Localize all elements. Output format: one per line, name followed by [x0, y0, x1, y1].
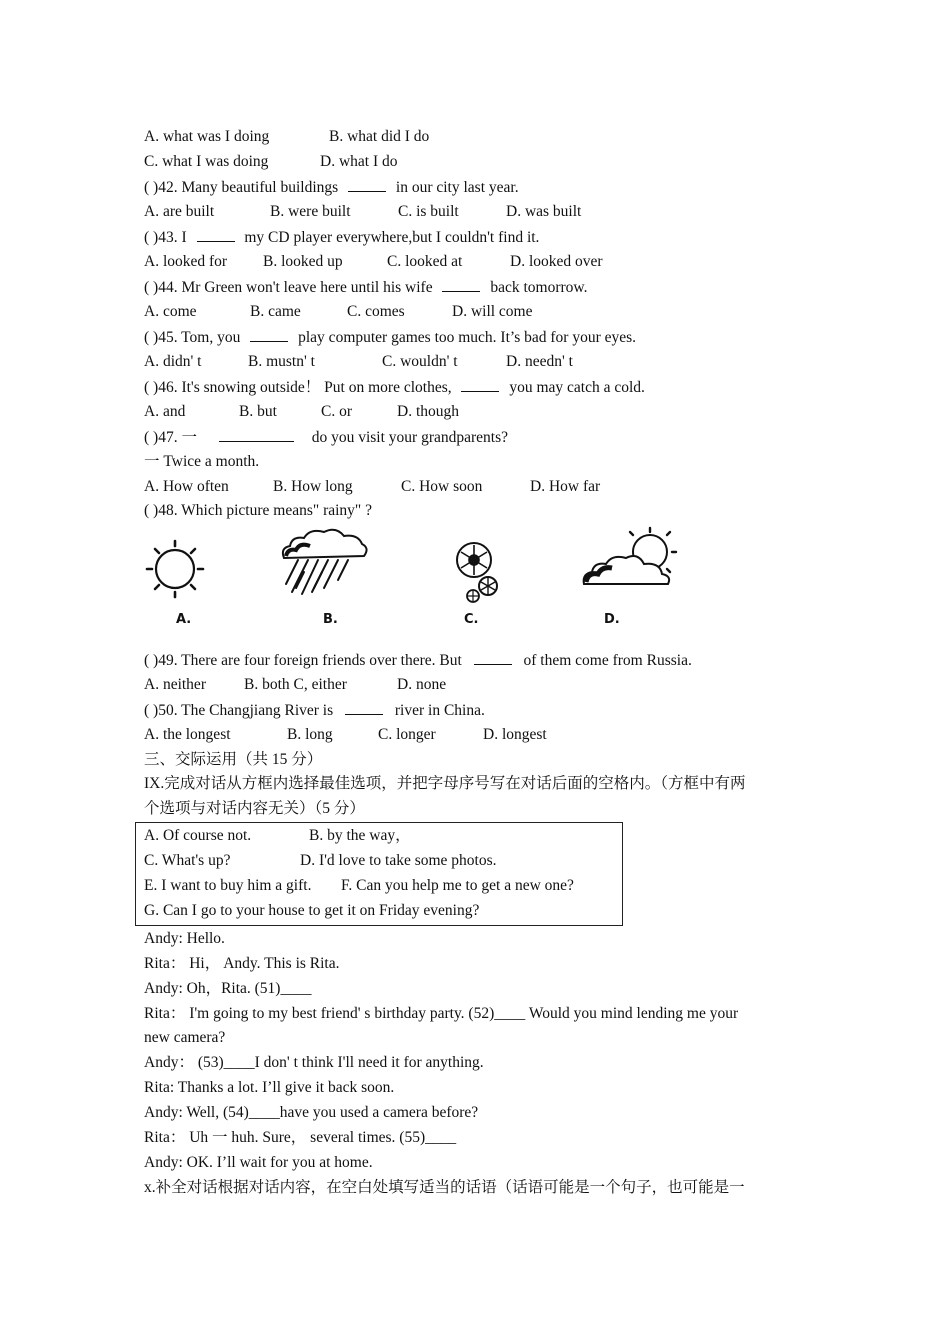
q45-option-b: B. mustn' t [248, 353, 315, 370]
section-heading: 三、交际运用（共 15 分） [144, 751, 323, 768]
q47-option-d: D. How far [530, 478, 601, 495]
picture-label-a: A. [176, 612, 192, 627]
q47-blank [219, 427, 294, 442]
q44-options [144, 302, 533, 322]
q42-stem-part1: ( )42. Many beautiful buildings [144, 179, 339, 196]
q47-stem-part1: ( )47. 一 [144, 429, 197, 446]
q43-option-c: C. looked at [387, 253, 463, 270]
box-row4 [144, 901, 479, 921]
q46-option-b: B. but [239, 403, 277, 420]
q42-stem-part2: in our city last year. [395, 179, 519, 196]
dialog-line: Rita： Hi， Andy. This is Rita. [144, 955, 340, 972]
dialog-line: Rita： I'm going to my best friend' s birthday party. (52)____ Would you mind lending me your [144, 1005, 739, 1022]
q43-stem [144, 227, 539, 248]
q41-option-b: B. what did I do [329, 128, 430, 145]
q45-options [144, 352, 573, 372]
q43-stem-part1: ( )43. I [144, 229, 187, 246]
q44-option-c: C. comes [347, 303, 405, 320]
part10-instruction: x.补全对话根据对话内容，在空白处填写适当的话语（话语可能是一个句子，也可能是一 [144, 1179, 745, 1196]
q48-stem: ( )48. Which picture means" rainy" ? [144, 502, 372, 519]
q42-option-c: C. is built [398, 203, 459, 220]
q46-options [144, 402, 459, 422]
dialog-line: Andy： (53)____I don' t think I'll need it for anything. [144, 1054, 484, 1071]
q50-blank [345, 700, 383, 715]
q45-stem-part1: ( )45. Tom, you [144, 329, 241, 346]
q47-option-a: A. How often [144, 478, 229, 495]
q44-option-a: A. come [144, 303, 197, 320]
q44-stem [144, 277, 587, 298]
q47-stem-part2: do you visit your grandparents? [311, 429, 508, 446]
q45-option-a: A. didn' t [144, 353, 202, 370]
q47-reply: 一 Twice a month. [144, 453, 260, 470]
q49-stem-part2: of them come from Russia. [523, 652, 692, 669]
q47-options [144, 477, 601, 497]
q45-stem-part2: play computer games too much. It’s bad for your eyes. [298, 329, 637, 346]
q46-stem [144, 377, 645, 398]
q42-option-a: A. are built [144, 203, 215, 220]
part9-instruction-line2: 个选项与对话内容无关）（5 分） [144, 800, 365, 817]
q41-options-row2 [144, 152, 398, 172]
box-option-f: F. Can you help me to get a new one? [341, 877, 574, 894]
partly-cloudy-icon [580, 526, 680, 596]
box-option-d: D. I'd love to take some photos. [300, 852, 497, 869]
q46-option-d: D. though [397, 403, 459, 420]
q43-option-d: D. looked over [510, 253, 603, 270]
sun-icon [142, 536, 212, 606]
q47-stem [144, 427, 508, 448]
q49-option-a: A. neither [144, 676, 206, 693]
q47-option-c: C. How soon [401, 478, 483, 495]
q42-options [144, 202, 582, 222]
q50-options [144, 725, 547, 745]
q45-blank [250, 327, 288, 342]
dialog-line: Andy: Well, (54)____have you used a camera before? [144, 1104, 479, 1121]
q41-option-a: A. what was I doing [144, 128, 270, 145]
q46-stem-part2: you may catch a cold. [509, 379, 645, 396]
q49-option-d: D. none [397, 676, 447, 693]
q44-option-d: D. will come [452, 303, 533, 320]
q50-option-c: C. longer [378, 726, 436, 743]
q50-stem-part2: river in China. [394, 702, 485, 719]
q46-option-a: A. and [144, 403, 186, 420]
q49-blank [474, 650, 512, 665]
box-row2 [144, 851, 497, 871]
q44-stem-part1: ( )44. Mr Green won't leave here until his wife [144, 279, 433, 296]
dialog-line: Rita： Uh 一 huh. Sure， several times. (55)____ [144, 1129, 457, 1146]
q49-options [144, 675, 447, 695]
q50-option-d: D. longest [483, 726, 547, 743]
rain-cloud-icon [278, 526, 373, 601]
picture-label-d: D. [604, 612, 620, 627]
q50-option-a: A. the longest [144, 726, 231, 743]
q41-options-row1 [144, 127, 430, 147]
dialog-line: Rita: Thanks a lot. I’ll give it back soon. [144, 1079, 395, 1096]
q45-option-d: D. needn' t [506, 353, 573, 370]
part9-instruction-line1: IX.完成对话从方框内选择最佳选项，并把字母序号写在对话后面的空格内。（方框中有两 [144, 775, 746, 792]
q42-option-b: B. were built [270, 203, 351, 220]
q47-option-b: B. How long [273, 478, 353, 495]
box-option-g: G. Can I go to your house to get it on Friday evening? [144, 902, 480, 919]
q42-blank [348, 177, 386, 192]
picture-label-c: C. [464, 612, 479, 627]
q50-stem [144, 700, 485, 721]
q46-blank [461, 377, 499, 392]
box-option-b: B. by the way， [309, 827, 411, 844]
dialog-line: Andy: OK. I’ll wait for you at home. [144, 1154, 373, 1171]
snowflake-icon [452, 538, 507, 606]
dialog-line: Andy: Oh，Rita. (51)____ [144, 980, 312, 997]
q50-option-b: B. long [287, 726, 333, 743]
picture-label-b: B. [323, 612, 338, 627]
q49-stem [144, 650, 692, 671]
q41-option-c: C. what I was doing [144, 153, 269, 170]
q43-option-a: A. looked for [144, 253, 228, 270]
box-option-e: E. I want to buy him a gift. [144, 877, 312, 894]
box-row1 [144, 826, 411, 846]
q46-stem-part1: ( )46. It's snowing outside！ Put on more clothes, [144, 379, 452, 396]
dialog-line: new camera? [144, 1029, 226, 1046]
q44-option-b: B. came [250, 303, 301, 320]
q45-option-c: C. wouldn' t [382, 353, 458, 370]
q43-option-b: B. looked up [263, 253, 343, 270]
q44-blank [442, 277, 480, 292]
box-option-a: A. Of course not. [144, 827, 252, 844]
box-option-c: C. What's up? [144, 852, 231, 869]
q46-option-c: C. or [321, 403, 352, 420]
q42-option-d: D. was built [506, 203, 582, 220]
q43-stem-part2: my CD player everywhere,but I couldn't find it. [244, 229, 540, 246]
q42-stem [144, 177, 519, 198]
q43-options [144, 252, 603, 272]
q49-stem-part1: ( )49. There are four foreign friends over there. But [144, 652, 462, 669]
q41-option-d: D. what I do [320, 153, 398, 170]
box-row3 [144, 876, 574, 896]
q45-stem [144, 327, 636, 348]
q43-blank [197, 227, 235, 242]
q49-option-b: B. both C, either [244, 676, 347, 693]
dialog-line: Andy: Hello. [144, 930, 225, 947]
q50-stem-part1: ( )50. The Changjiang River is [144, 702, 334, 719]
q44-stem-part2: back tomorrow. [490, 279, 588, 296]
